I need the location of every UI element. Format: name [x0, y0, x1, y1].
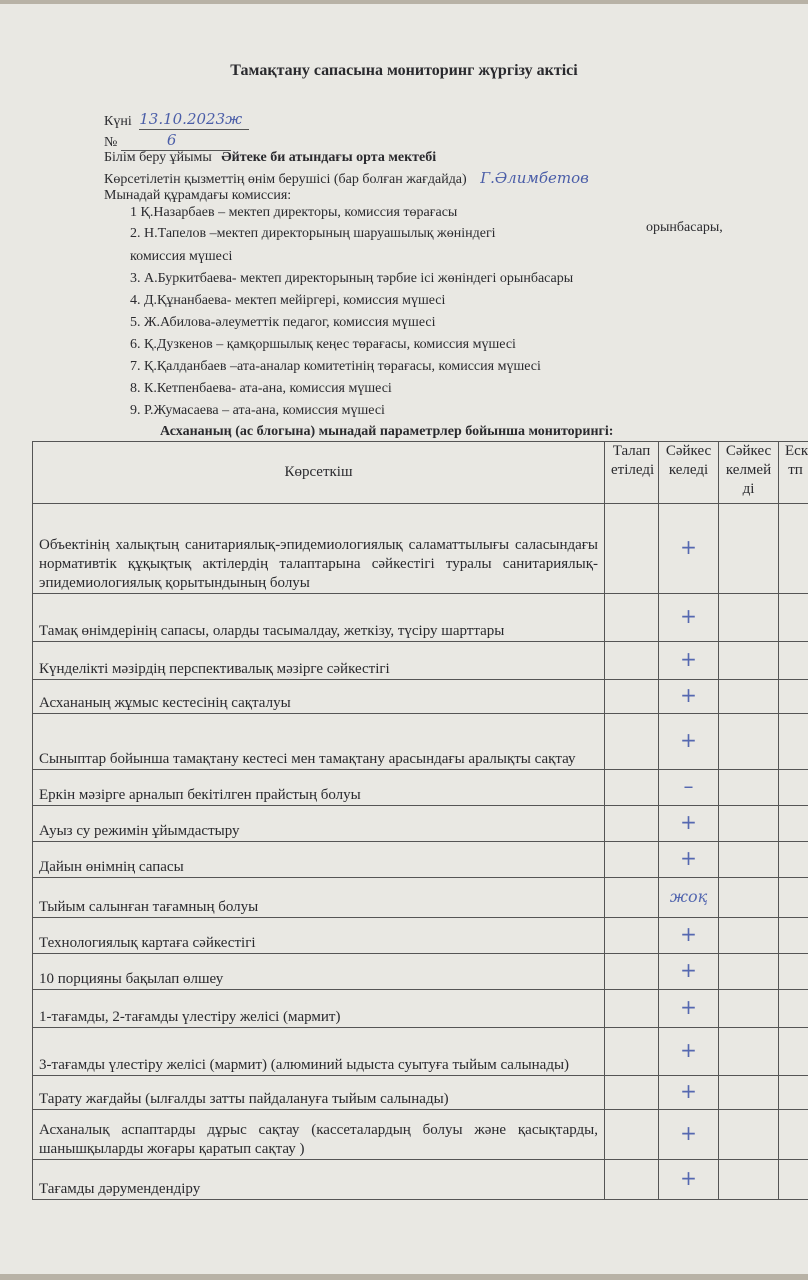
- required-cell: [605, 1110, 659, 1160]
- member-9: 9. Р.Жумасаева – ата-ана, комиссия мүшесі: [130, 403, 385, 418]
- table-row: [33, 770, 808, 806]
- header-required: Талап етіледі: [605, 442, 659, 504]
- compliant-cell: [659, 842, 719, 878]
- compliant-cell: [659, 1076, 719, 1110]
- required-cell: [605, 594, 659, 642]
- required-cell: [605, 842, 659, 878]
- compliant-cell: [659, 594, 719, 642]
- table-row: [33, 842, 808, 878]
- noncompliant-cell: [719, 642, 779, 680]
- table-row: [33, 680, 808, 714]
- table-row: [33, 714, 808, 770]
- note-cell: [779, 642, 808, 680]
- date-value: 13.10.2023ж: [139, 110, 243, 128]
- indicator-cell: Тамақ өнімдерінің сапасы, оларды тасымалдау, жеткізу, түсіру шарттары: [33, 594, 605, 642]
- indicator-cell: Асханалық аспаптарды дұрыс сақтау (кассеталардың болуы және қасықтарды, шанышқыларды жоғары қаратып сақтау ): [33, 1110, 605, 1160]
- header-note: Еск тп: [779, 442, 808, 504]
- document-sheet: [0, 4, 808, 1274]
- compliant-cell: [659, 504, 719, 594]
- note-cell: [779, 842, 808, 878]
- indicator-cell: Объектінің халықтың санитариялық-эпидемиологиялық саламаттылығы саласындағы нормативтік құқықтық актілердің талаптарына сәйкестігі туралы санитариялық-эпидемиологиялық қорытындының болуы: [33, 504, 605, 594]
- handwritten-mark: +: [680, 1037, 697, 1062]
- compliant-cell: [659, 1028, 719, 1076]
- note-cell: [779, 770, 808, 806]
- header-compliant: Сәйкес келеді: [659, 442, 719, 504]
- handwritten-mark: +: [680, 1078, 697, 1103]
- required-cell: [605, 1076, 659, 1110]
- compliant-cell: [659, 918, 719, 954]
- indicator-cell: 3-тағамды үлестіру желісі (мармит) (алюминий ыдыста суытуға тыйым салынады): [33, 1028, 605, 1076]
- handwritten-mark: +: [680, 1165, 697, 1190]
- member-8: 8. К.Кетпенбаева- ата-ана, комиссия мүшесі: [130, 381, 392, 396]
- date-line: [104, 110, 249, 130]
- note-cell: [779, 1076, 808, 1110]
- compliant-cell: [659, 954, 719, 990]
- note-cell: [779, 1028, 808, 1076]
- note-cell: [779, 714, 808, 770]
- indicator-cell: Тарату жағдайы (ылғалды затты пайдалануға тыйым салынады): [33, 1076, 605, 1110]
- noncompliant-cell: [719, 878, 779, 918]
- monitoring-table: [32, 441, 808, 1200]
- noncompliant-cell: [719, 1160, 779, 1200]
- header-noncompliant: Сәйкес келмей ді: [719, 442, 779, 504]
- noncompliant-cell: [719, 990, 779, 1028]
- noncompliant-cell: [719, 842, 779, 878]
- indicator-cell: Күнделікті мәзірдің перспективалық мәзірге сәйкестігі: [33, 642, 605, 680]
- table-row: [33, 990, 808, 1028]
- member-3: 3. А.Буркитбаева- мектеп директорының тәрбие ісі жөніндегі орынбасары: [130, 271, 574, 286]
- noncompliant-cell: [719, 954, 779, 990]
- table-row: [33, 504, 808, 594]
- org-line: [104, 150, 436, 166]
- handwritten-mark: +: [680, 727, 697, 752]
- handwritten-mark: +: [680, 957, 697, 982]
- header-indicator: Көрсеткіш: [33, 442, 605, 504]
- indicator-cell: Ауыз су режимін ұйымдастыру: [33, 806, 605, 842]
- note-cell: [779, 878, 808, 918]
- member-2: 2. Н.Тапелов –мектеп директорының шаруашылық жөніндегі: [130, 226, 496, 241]
- note-cell: [779, 594, 808, 642]
- document-title: Тамақтану сапасына мониторинг жүргізу актісі: [230, 62, 578, 79]
- table-row: [33, 642, 808, 680]
- table-row: [33, 1160, 808, 1200]
- handwritten-mark: +: [680, 994, 697, 1019]
- note-cell: [779, 806, 808, 842]
- table-row: [33, 1028, 808, 1076]
- required-cell: [605, 714, 659, 770]
- table-row: [33, 806, 808, 842]
- required-cell: [605, 954, 659, 990]
- commission-intro: Мынадай құрамдағы комиссия:: [104, 188, 292, 203]
- note-cell: [779, 1110, 808, 1160]
- noncompliant-cell: [719, 594, 779, 642]
- indicator-cell: Тағамды дәрумендендіру: [33, 1160, 605, 1200]
- table-row: [33, 594, 808, 642]
- number-line: [104, 131, 231, 151]
- note-cell: [779, 990, 808, 1028]
- note-cell: [779, 918, 808, 954]
- compliant-cell: [659, 642, 719, 680]
- handwritten-mark: жоқ: [669, 887, 708, 906]
- noncompliant-cell: [719, 1028, 779, 1076]
- required-cell: [605, 1160, 659, 1200]
- handwritten-mark: +: [680, 921, 697, 946]
- handwritten-mark: +: [680, 1120, 697, 1145]
- note-cell: [779, 504, 808, 594]
- handwritten-mark: +: [680, 603, 697, 628]
- org-value: Әйтеке би атындағы орта мектебі: [221, 150, 437, 165]
- handwritten-mark: +: [680, 646, 697, 671]
- date-label: Күні: [104, 114, 132, 129]
- indicator-cell: Асхананың жұмыс кестесінің сақталуы: [33, 680, 605, 714]
- required-cell: [605, 918, 659, 954]
- indicator-cell: Дайын өнімнің сапасы: [33, 842, 605, 878]
- member-2-tail: орынбасары,: [646, 220, 723, 235]
- noncompliant-cell: [719, 806, 779, 842]
- compliant-cell: [659, 878, 719, 918]
- note-cell: [779, 680, 808, 714]
- handwritten-mark: +: [680, 809, 697, 834]
- handwritten-mark: +: [680, 534, 697, 559]
- provider-label: Көрсетілетін қызметтің өнім берушісі (бар болған жағдайда): [104, 172, 467, 187]
- indicator-cell: Технологиялық картаға сәйкестігі: [33, 918, 605, 954]
- required-cell: [605, 504, 659, 594]
- handwritten-mark: –: [683, 773, 694, 798]
- compliant-cell: [659, 990, 719, 1028]
- compliant-cell: [659, 714, 719, 770]
- table-row: [33, 878, 808, 918]
- table-row: [33, 918, 808, 954]
- required-cell: [605, 990, 659, 1028]
- table-header-row: [33, 442, 808, 504]
- number-label: №: [104, 135, 118, 150]
- noncompliant-cell: [719, 770, 779, 806]
- note-cell: [779, 1160, 808, 1200]
- note-cell: [779, 954, 808, 990]
- compliant-cell: [659, 770, 719, 806]
- noncompliant-cell: [719, 504, 779, 594]
- indicator-cell: Тыйым салынған тағамның болуы: [33, 878, 605, 918]
- required-cell: [605, 1028, 659, 1076]
- compliant-cell: [659, 1160, 719, 1200]
- member-7: 7. Қ.Қалданбаев –ата-аналар комитетінің төрағасы, комиссия мүшесі: [130, 359, 541, 374]
- noncompliant-cell: [719, 1110, 779, 1160]
- table-row: [33, 1076, 808, 1110]
- org-label: Білім беру ұйымы: [104, 150, 212, 165]
- provider-line: [104, 169, 589, 188]
- required-cell: [605, 806, 659, 842]
- noncompliant-cell: [719, 680, 779, 714]
- required-cell: [605, 878, 659, 918]
- noncompliant-cell: [719, 918, 779, 954]
- member-2-cont: комиссия мүшесі: [130, 249, 233, 264]
- required-cell: [605, 642, 659, 680]
- indicator-cell: Еркін мәзірге арналып бекітілген прайстың болуы: [33, 770, 605, 806]
- indicator-cell: Сыныптар бойынша тамақтану кестесі мен тамақтану арасындағы аралықты сақтау: [33, 714, 605, 770]
- required-cell: [605, 770, 659, 806]
- compliant-cell: [659, 1110, 719, 1160]
- table-subtitle: Асхананың (ас блогына) мынадай параметрлер бойынша мониторингі:: [160, 424, 614, 439]
- compliant-cell: [659, 680, 719, 714]
- provider-signature: Г.Әлимбетов: [480, 169, 589, 187]
- number-value: 6: [166, 131, 177, 149]
- noncompliant-cell: [719, 714, 779, 770]
- handwritten-mark: +: [680, 682, 697, 707]
- noncompliant-cell: [719, 1076, 779, 1110]
- member-1: 1 Қ.Назарбаев – мектеп директоры, комиссия төрағасы: [130, 205, 458, 220]
- indicator-cell: 1-тағамды, 2-тағамды үлестіру желісі (мармит): [33, 990, 605, 1028]
- table-row: [33, 954, 808, 990]
- compliant-cell: [659, 806, 719, 842]
- required-cell: [605, 680, 659, 714]
- handwritten-mark: +: [680, 845, 697, 870]
- indicator-cell: 10 порцияны бақылап өлшеу: [33, 954, 605, 990]
- member-6: 6. Қ.Дузкенов – қамқоршылық кеңес төрағасы, комиссия мүшесі: [130, 337, 516, 352]
- member-5: 5. Ж.Абилова-әлеуметтік педагог, комиссия мүшесі: [130, 315, 436, 330]
- table-row: [33, 1110, 808, 1160]
- member-4: 4. Д.Құнанбаева- мектеп мейіргері, комиссия мүшесі: [130, 293, 446, 308]
